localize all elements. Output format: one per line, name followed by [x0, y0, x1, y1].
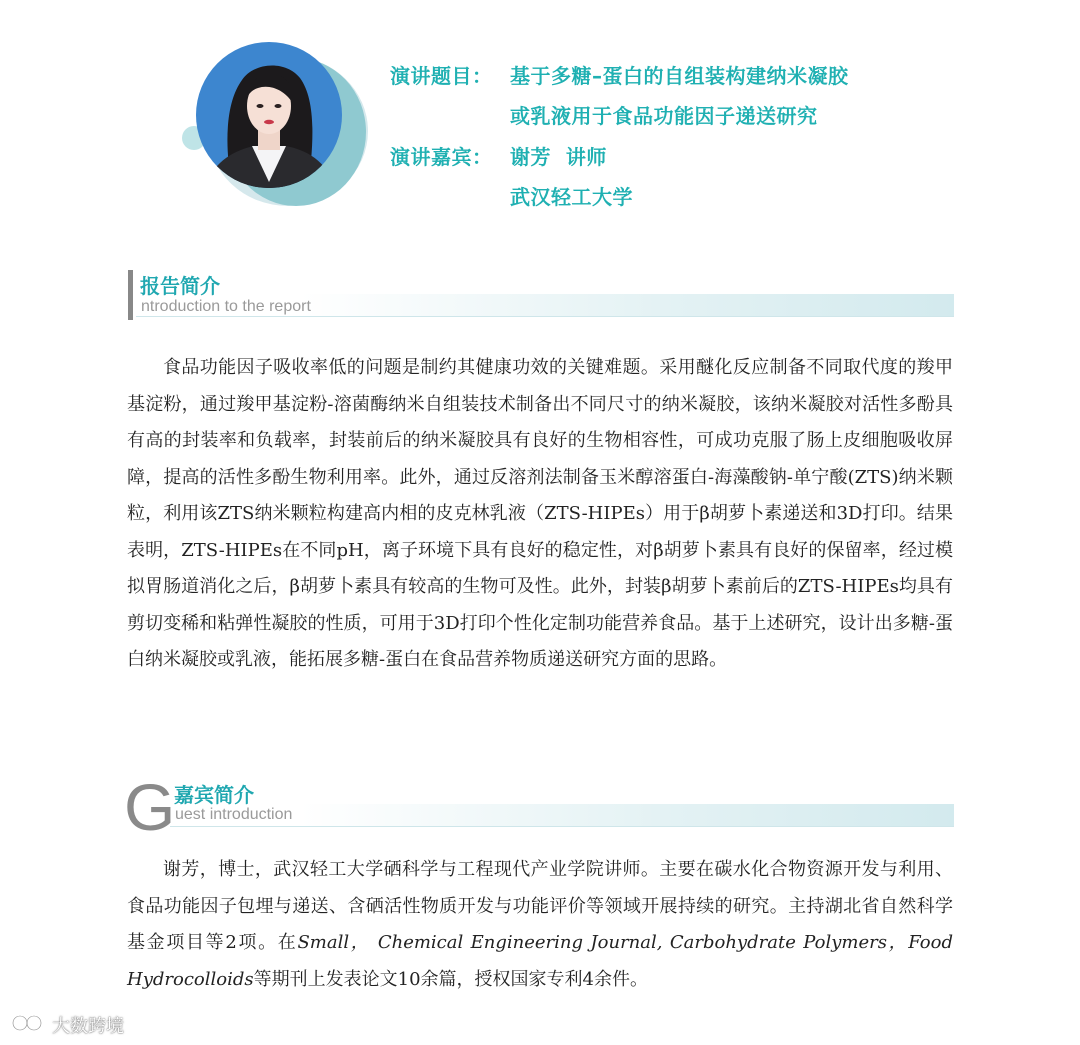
report-paragraph — [127, 350, 953, 679]
speaker-photo — [196, 42, 342, 188]
guest-header-band — [300, 804, 954, 826]
guest-label: 演讲嘉宾： — [390, 145, 493, 169]
report-header-bar — [128, 270, 133, 320]
watermark-text: 大数跨境 — [52, 1016, 124, 1037]
journal-carbohydrate-polymers: Carbohydrate Polymers， — [669, 932, 909, 953]
guest-header-rule — [170, 826, 954, 827]
report-section-subtitle: ntroduction to the report — [141, 298, 311, 315]
topic-label: 演讲题目： — [390, 64, 493, 88]
guest-section-subtitle: uest introduction — [175, 806, 293, 823]
report-section-title: 报告简介 — [140, 274, 220, 298]
guest-section-title: 嘉宾简介 — [174, 783, 254, 807]
topic-line-2: 或乳液用于食品功能因子递送研究 — [510, 104, 818, 128]
speaker-portrait-image — [196, 42, 342, 188]
report-header-rule — [136, 316, 954, 317]
journal-cej: Chemical Engineering Journal, — [377, 932, 663, 953]
guest-text — [127, 852, 953, 998]
guest-text-part-1: 谢芳，博士，武汉轻工大学硒科学与工程现代产业学院讲师。主要在碳水化合物资源开发与利用、食品功能因子包埋与递送、含硒活性物质开发与功能评价等领域开展持续的研究。主持湖北省自然科学基金项目等2项。在 — [127, 859, 953, 953]
guest-text-part-2: 等期刊上发表论文10余篇，授权国家专利4余件。 — [253, 968, 648, 990]
journal-food-hydrocolloids: Food Hydrocolloids — [127, 932, 953, 990]
guest-paragraph — [127, 852, 953, 998]
report-header-band — [300, 294, 954, 316]
topic-line-1: 基于多糖–蛋白的自组装构建纳米凝胶 — [510, 64, 849, 88]
report-text: 食品功能因子吸收率低的问题是制约其健康功效的关键难题。采用醚化反应制备不同取代度的羧甲基淀粉，通过羧甲基淀粉-溶菌酶纳米自组装技术制备出不同尺寸的纳米凝胶，该纳米凝胶对活性多酚具有高的封装率和负载率，封装前后的纳米凝胶具有良好的生物相容性，可成功克服了肠上皮细胞吸收屏障，提高的活性多酚生物利用率。此外，通过反溶剂法制备玉米醇溶蛋白-海藻酸钠-单宁酸(ZTS)纳米颗粒，利用该ZTS纳米颗粒构建高内相的皮克林乳液（ZTS-HIPEs）用于β胡萝卜素递送和3D打印。结果表明，ZTS-HIPEs在不同pH，离子环境下具有良好的稳定性，对β胡萝卜素具有良好的保留率，经过模拟胃肠道消化之后，β胡萝卜素具有较高的生物可及性。此外，封装β胡萝卜素前后的ZTS-HIPEs均具有剪切变稀和粘弹性凝胶的性质，可用于3D打印个性化定制功能营养食品。基于上述研究，设计出多糖-蛋白纳米凝胶或乳液，能拓展多糖-蛋白在食品营养物质递送研究方面的思路。 — [127, 357, 953, 670]
guest-section-big-letter: G — [124, 770, 176, 844]
watermark-logo-icon — [10, 1010, 50, 1036]
guest-affiliation: 武汉轻工大学 — [510, 185, 633, 209]
journal-small: Small， — [297, 932, 371, 953]
guest-name: 谢芳 讲师 — [510, 145, 607, 169]
